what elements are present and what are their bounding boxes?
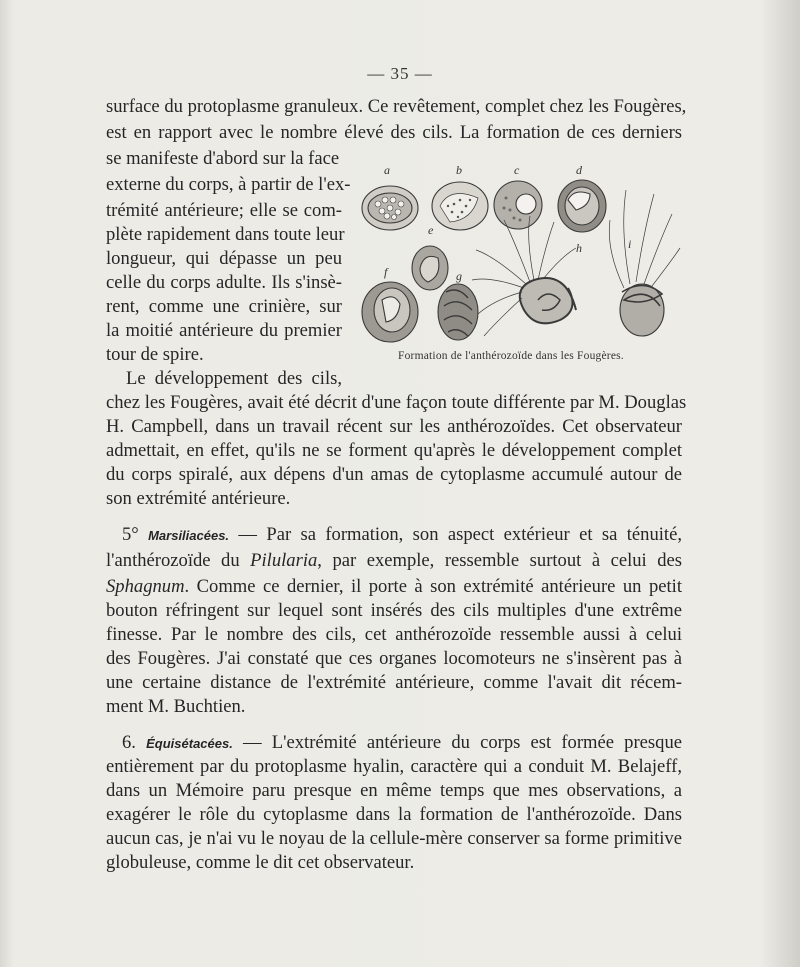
section-5-first-line	[122, 523, 682, 548]
text-line: du corps spiralé, aux dépens d'un amas de cytoplasme accumulé autour de	[106, 464, 682, 485]
text-line: se manifeste d'abord sur la face	[106, 148, 340, 169]
label-c: c	[514, 163, 520, 177]
text-line: celle du corps adulte. Ils s'insè-	[106, 272, 342, 293]
text-line: chez les Fougères, avait été décrit d'une façon toute différente par M. Douglas	[106, 392, 687, 413]
text-line: tour de spire.	[106, 344, 204, 365]
text-line: finesse. Par le nombre des cils, cet anthérozoïde ressemble aussi à celui	[106, 624, 682, 645]
label-g: g	[456, 269, 462, 283]
text-line: ment M. Buchtien.	[106, 696, 246, 717]
taxon-sphagnum: Sphagnum	[106, 576, 185, 597]
text-line: exagérer le rôle du cytoplasme dans la formation de l'anthérozoïde. Dans	[106, 804, 682, 825]
cell-h	[472, 216, 576, 336]
label-e: e	[428, 223, 434, 237]
figure-caption: Formation de l'anthérozoïde dans les Fougères.	[398, 350, 624, 362]
text-line: aucun cas, je n'ai vu le noyau de la cellule-mère conserver sa forme primitive	[106, 828, 682, 849]
text-segment: . Comme ce dernier, il porte à son extrémité antérieure un petit	[184, 576, 682, 597]
text-line: Le développement des cils,	[126, 368, 342, 389]
figure-illustration	[354, 160, 684, 360]
section-5-heading: Marsiliacées.	[148, 528, 230, 543]
label-f: f	[384, 265, 388, 279]
text-line: surface du protoplasme granuleux. Ce revêtement, complet chez les Fougères,	[106, 96, 687, 117]
antherozoid-figure	[354, 160, 684, 360]
text-segment: l'anthérozoïde du	[106, 550, 251, 571]
label-d: d	[576, 163, 582, 177]
text-line: longueur, qui dépasse un peu	[106, 248, 342, 269]
text-line: bouton réfringent sur lequel sont insérés des cils multiples d'une extrême	[106, 600, 682, 621]
text-line: externe du corps, à partir de l'ex-	[106, 174, 351, 195]
cell-i	[609, 190, 680, 336]
text-segment: — Par sa formation, son aspect extérieur et sa ténuité,	[229, 524, 682, 545]
text-line: la moitié antérieure du premier	[106, 320, 342, 341]
text-line: des Fougères. J'ai constaté que ces organes locomoteurs ne s'insèrent pas à	[106, 648, 682, 669]
label-i: i	[628, 237, 632, 251]
section-6-number: 6.	[122, 732, 136, 753]
cell-g	[438, 284, 478, 340]
label-a: a	[384, 163, 390, 177]
text-line: H. Campbell, dans un travail récent sur les anthérozoïdes. Cet observateur	[106, 416, 682, 437]
label-h: h	[576, 241, 582, 255]
text-line: entièrement par du protoplasme hyalin, caractère qui a conduit M. Belajeff,	[106, 756, 682, 777]
text-line: trémité antérieure; elle se com-	[106, 200, 342, 221]
section-6-first-line	[122, 731, 682, 756]
text-line: globuleuse, comme le dit cet observateur.	[106, 852, 415, 873]
text-segment: — L'extrémité antérieure du corps est formée presque	[232, 732, 682, 753]
text-line	[106, 549, 682, 573]
text-line: est en rapport avec le nombre élevé des cils. La formation de ces derniers	[106, 122, 682, 143]
section-5-number: 5°	[122, 524, 139, 545]
text-line	[106, 575, 682, 599]
page-number: — 35 —	[367, 64, 433, 83]
text-line: dans un Mémoire paru presque en même temps que mes observations, a	[106, 780, 682, 801]
text-segment: , par exemple, ressemble surtout à celui des	[317, 550, 682, 571]
text-line: admettait, en effet, qu'ils ne se forment qu'après le développement complet	[106, 440, 682, 461]
text-line: rent, comme une crinière, sur	[106, 296, 342, 317]
text-line: une certaine distance de l'extrémité antérieure, comme l'avait dit récem-	[106, 672, 682, 693]
taxon-pilularia: Pilularia	[250, 550, 318, 571]
text-line: plète rapidement dans toute leur	[106, 224, 345, 245]
label-b: b	[456, 163, 462, 177]
text-line: son extrémité antérieure.	[106, 488, 291, 509]
section-6-heading: Équisétacées.	[146, 736, 233, 751]
